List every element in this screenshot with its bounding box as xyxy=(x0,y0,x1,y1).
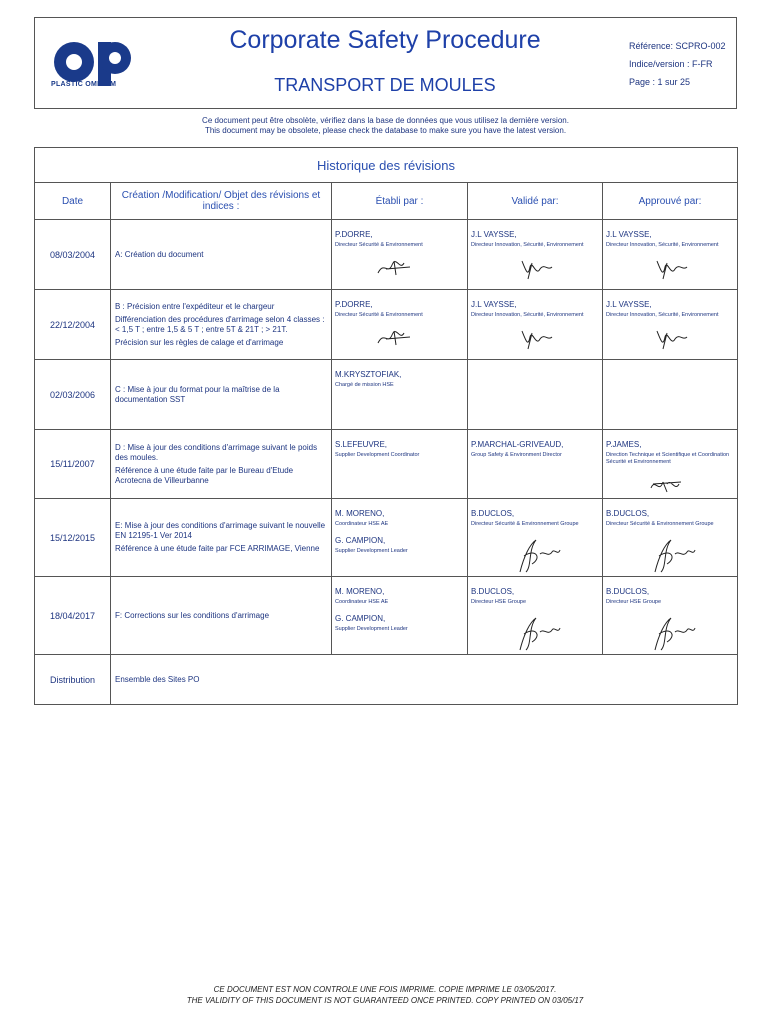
signatory-approuve xyxy=(603,577,738,655)
signature-image xyxy=(647,474,687,496)
signatory-approuve xyxy=(603,499,738,577)
footer-line-1: CE DOCUMENT EST NON CONTROLE UNE FOIS IMPRIME. COPIE IMPRIME LE 03/05/2017. xyxy=(213,985,557,994)
signatory-role: Directeur Sécurité & Environnement Groupe xyxy=(471,521,579,527)
revision-date: 15/12/2015 xyxy=(35,499,111,577)
signatory-role: Coordinateur HSE AE xyxy=(335,599,389,605)
signatory-name: B.DUCLOS, xyxy=(606,587,650,596)
col-valide: Validé par: xyxy=(468,183,603,220)
signatory-role: Directeur Sécurité & Environnement xyxy=(335,312,423,318)
obsolescence-notice xyxy=(34,116,737,136)
footer-line-2: THE VALIDITY OF THIS DOCUMENT IS NOT GUARANTEED ONCE PRINTED. COPY PRINTED ON 03/05/17 xyxy=(186,996,584,1005)
distribution-label: Distribution xyxy=(35,655,111,705)
description-paragraph: F: Corrections sur les conditions d'arrimage xyxy=(115,610,270,620)
col-description: Création /Modification/ Objet des révisions et indices : xyxy=(111,183,332,220)
table-title: Historique des révisions xyxy=(35,148,738,183)
revision-description xyxy=(111,577,332,655)
signatory-name: G. CAMPION, xyxy=(335,536,386,545)
signatory-role: Directeur Sécurité & Environnement xyxy=(335,242,423,248)
notice-en: This document may be obsolete, please check the database to make sure you have the latest version. xyxy=(204,126,567,135)
signature-image xyxy=(645,536,697,576)
revision-description xyxy=(111,290,332,360)
signatory-name: P.DORRE, xyxy=(335,300,373,309)
col-etabli: Établi par : xyxy=(332,183,468,220)
distribution-value: Ensemble des Sites PO xyxy=(111,655,738,705)
signature-image xyxy=(645,614,697,654)
signatory-role: Chargé de mission HSE xyxy=(335,382,394,388)
description-paragraph: Précision sur les règles de calage et d'arrimage xyxy=(115,337,284,347)
signatory-name: J.L VAYSSE, xyxy=(606,300,652,309)
signature-image xyxy=(510,536,562,576)
signatory-approuve xyxy=(603,220,738,290)
signature-image xyxy=(653,257,689,281)
revision-row xyxy=(35,499,738,577)
revision-history-table xyxy=(34,147,738,705)
signatory-role: Direction Technique et Scientifique et Coordination Sécurité et Environnement xyxy=(606,452,730,465)
signatory-name: G. CAMPION, xyxy=(335,614,386,623)
signature-image xyxy=(510,614,562,654)
description-paragraph: Référence à une étude faite par FCE ARRIMAGE, Vienne xyxy=(115,544,320,553)
revision-description xyxy=(111,220,332,290)
signatory-name: M. MORENO, xyxy=(335,587,385,596)
signatory-name: B.DUCLOS, xyxy=(606,509,650,518)
signatory-valide xyxy=(468,430,603,499)
signatory-etabli xyxy=(332,360,468,430)
description-paragraph: B : Précision entre l'expéditeur et le chargeur xyxy=(115,301,275,311)
description-paragraph: Différenciation des procédures d'arrimage selon 4 classes : < 1,5 T ; entre 1,5 & 5 T ; entre 5T & 21T ; > 21T. xyxy=(115,314,325,334)
signatory-valide xyxy=(468,290,603,360)
signatory-role: Directeur HSE Groupe xyxy=(471,599,527,605)
signatory-etabli xyxy=(332,220,468,290)
revision-description xyxy=(111,499,332,577)
revision-description xyxy=(111,360,332,430)
revision-row xyxy=(35,577,738,655)
revision-date: 02/03/2006 xyxy=(35,360,111,430)
signatory-role: Supplier Development Leader xyxy=(335,626,408,632)
document-title: Corporate Safety Procedure xyxy=(229,26,541,54)
signatory-approuve xyxy=(603,360,738,430)
signatory-name: P.JAMES, xyxy=(606,440,642,449)
notice-fr: Ce document peut être obsolète, vérifiez dans la base de données que vous utilisez la dernière version. xyxy=(202,116,569,125)
signature-image xyxy=(374,327,414,347)
description-paragraph: C : Mise à jour du format pour la maîtrise de la documentation SST xyxy=(115,384,280,404)
revision-date: 15/11/2007 xyxy=(35,430,111,499)
signatory-name: B.DUCLOS, xyxy=(471,587,515,596)
logo-text: PLASTIC OMNIUM xyxy=(51,81,117,88)
signatory-name: M. MORENO, xyxy=(335,509,385,518)
document-subtitle: TRANSPORT DE MOULES xyxy=(274,75,496,95)
signatory-valide xyxy=(468,220,603,290)
description-paragraph: Référence à une étude faite par le Bureau d'Etude Acrotecna de Villeurbanne xyxy=(115,465,294,485)
signatory-role: Directeur Innovation, Sécurité, Environnement xyxy=(606,312,719,318)
signatory-role: Directeur Innovation, Sécurité, Environnement xyxy=(471,312,584,318)
revision-row xyxy=(35,360,738,430)
signature-image xyxy=(653,327,689,351)
signatory-role: Directeur Innovation, Sécurité, Environnement xyxy=(471,242,584,248)
signatory-name: S.LEFEUVRE, xyxy=(335,440,388,449)
signature-image xyxy=(374,257,414,277)
signatory-role: Directeur HSE Groupe xyxy=(606,599,662,605)
signatory-approuve xyxy=(603,430,738,499)
signatory-etabli xyxy=(332,499,468,577)
signatory-name: P.DORRE, xyxy=(335,230,373,239)
signature-image xyxy=(518,257,554,281)
signatory-name: J.L VAYSSE, xyxy=(471,230,517,239)
signature-image xyxy=(518,327,554,351)
signatory-valide xyxy=(468,499,603,577)
document-header xyxy=(34,17,737,109)
version: Indice/version : F-FR xyxy=(629,59,713,69)
revision-row xyxy=(35,430,738,499)
revision-date: 08/03/2004 xyxy=(35,220,111,290)
signatory-valide xyxy=(468,577,603,655)
col-approuve: Approuvé par: xyxy=(603,183,738,220)
signatory-name: P.MARCHAL-GRIVEAUD, xyxy=(471,440,564,449)
reference: Référence: SCPRO-002 xyxy=(629,41,726,51)
signatory-name: J.L VAYSSE, xyxy=(606,230,652,239)
signatory-role: Group Safety & Environment Director xyxy=(471,452,562,458)
signatory-name: B.DUCLOS, xyxy=(471,509,515,518)
signatory-etabli xyxy=(332,290,468,360)
signatory-role: Coordinateur HSE AE xyxy=(335,521,389,527)
description-paragraph: A: Création du document xyxy=(115,249,204,259)
signatory-name: J.L VAYSSE, xyxy=(471,300,517,309)
signatory-valide xyxy=(468,360,603,430)
description-paragraph: E: Mise à jour des conditions d'arrimage suivant le nouvelle EN 12195-1 Ver 2014 xyxy=(115,521,326,540)
signatory-role: Directeur Sécurité & Environnement Groupe xyxy=(606,521,714,527)
revision-date: 18/04/2017 xyxy=(35,577,111,655)
revision-row xyxy=(35,220,738,290)
revision-description xyxy=(111,430,332,499)
signatory-role: Supplier Development Leader xyxy=(335,548,408,554)
signatory-role: Directeur Innovation, Sécurité, Environnement xyxy=(606,242,719,248)
col-date: Date xyxy=(35,183,111,220)
signatory-etabli xyxy=(332,577,468,655)
page-number: Page : 1 sur 25 xyxy=(629,77,691,87)
description-paragraph: D : Mise à jour des conditions d'arrimage suivant le poids des moules. xyxy=(115,442,318,462)
signatory-etabli xyxy=(332,430,468,499)
signatory-approuve xyxy=(603,290,738,360)
revision-date: 22/12/2004 xyxy=(35,290,111,360)
signatory-name: M.KRYSZTOFIAK, xyxy=(335,370,402,379)
signatory-role: Supplier Development Coordinator xyxy=(335,452,420,458)
revision-row xyxy=(35,290,738,360)
